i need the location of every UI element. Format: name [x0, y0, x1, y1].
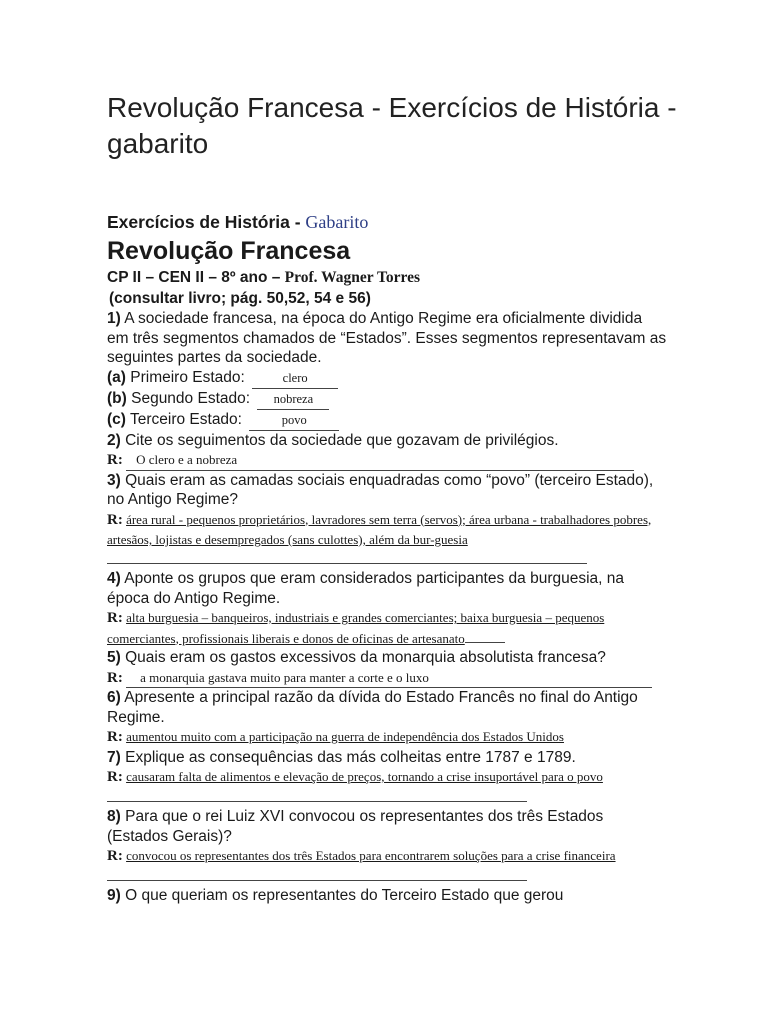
question-3: [107, 471, 667, 510]
question-9: [107, 886, 667, 906]
option-letter: (b): [107, 389, 127, 407]
header-professor: Prof. Wagner Torres: [284, 269, 421, 286]
answer-text: a monarquia gastava muito para manter a corte e o luxo: [126, 668, 652, 689]
question-7: [107, 748, 667, 768]
answer-text: convocou os representantes dos três Estados para encontrarem soluções para a crise financeira: [126, 848, 616, 863]
question-4: [107, 569, 667, 608]
answer-7: [107, 767, 667, 807]
answer-4: [107, 608, 667, 648]
header-line-1: [107, 209, 667, 235]
answer-text: O clero e a nobreza: [126, 450, 634, 471]
header-reference: (consultar livro; pág. 50,52, 54 e 56): [109, 290, 371, 307]
question-text: A sociedade francesa, na época do Antigo Regime era oficialmente dividida em três segmentos chamados de “Estados”. Esses segmentos representavam as seguintes partes da sociedade.: [107, 310, 667, 366]
answer-text: causaram falta de alimentos e elevação de preços, tornando a crise insuportável para o povo: [126, 769, 603, 784]
document-body: [107, 209, 667, 906]
question-number: 5): [107, 649, 121, 666]
option-answer: nobreza: [257, 390, 329, 410]
option-answer: povo: [249, 411, 339, 431]
answer-label: R:: [107, 769, 123, 785]
answer-label: R:: [107, 669, 123, 686]
header-gabarito: Gabarito: [305, 212, 369, 232]
answer-label: R:: [107, 848, 123, 864]
header-class-info: [107, 267, 667, 289]
answer-label: R:: [107, 610, 123, 626]
question-number: 7): [107, 748, 121, 766]
question-number: 4): [107, 570, 121, 587]
answer-2: [107, 450, 667, 471]
answer-6: [107, 727, 667, 748]
question-number: 6): [107, 689, 121, 706]
answer-label: R:: [107, 511, 123, 528]
answer-8: [107, 846, 667, 886]
header-class: CP II – CEN II – 8º ano –: [107, 269, 285, 286]
question-number: 2): [107, 431, 121, 449]
option-label: Terceiro Estado:: [129, 410, 242, 428]
option-c: [107, 410, 667, 431]
option-a: [107, 368, 667, 389]
question-text: Quais eram as camadas sociais enquadradas como “povo” (terceiro Estado), no Antigo Regime?: [107, 471, 654, 508]
option-label: Primeiro Estado:: [130, 368, 245, 386]
question-8: [107, 807, 667, 846]
question-text: Apresente a principal razão da dívida do Estado Francês no final do Antigo Regime.: [107, 689, 638, 726]
option-letter: (a): [107, 368, 126, 386]
option-b: [107, 389, 667, 410]
option-letter: (c): [107, 410, 126, 428]
question-2: [107, 431, 667, 451]
answer-text: alta burguesia – banqueiros, industriais e grandes comerciantes; baixa burguesia – pequenos comerciantes, profissionais liberais e donos de oficinas de artesanato: [107, 610, 605, 646]
answer-text: aumentou muito com a participação na guerra de independência dos Estados Unidos: [126, 729, 564, 744]
question-text: Quais eram os gastos excessivos da monarquia absolutista francesa?: [125, 649, 606, 666]
header-subject: Exercícios de História -: [107, 212, 306, 232]
question-1: [107, 309, 667, 368]
question-6: [107, 688, 667, 727]
answer-label: R:: [107, 452, 123, 468]
question-text: Cite os seguimentos da sociedade que gozavam de privilégios.: [125, 431, 559, 449]
answer-text: área rural - pequenos proprietários, lavradores sem terra (servos); área urbana - trabalhadores pobres, artesãos, lojistas e desempregados (sans culottes), além da bur-guesia: [107, 511, 652, 547]
question-text: Para que o rei Luiz XVI convocou os representantes dos três Estados (Estados Gerais)?: [107, 808, 604, 845]
document-title: Revolução Francesa - Exercícios de História - gabarito: [107, 92, 677, 159]
header-topic: Revolução Francesa: [107, 237, 351, 265]
answer-5: [107, 668, 667, 689]
option-answer: clero: [252, 369, 338, 389]
answer-3: [107, 510, 667, 570]
option-label: Segundo Estado:: [131, 389, 251, 407]
question-5: [107, 648, 667, 668]
question-text: Aponte os grupos que eram considerados participantes da burguesia, na época do Antigo Regime.: [107, 570, 625, 607]
answer-label: R:: [107, 729, 123, 745]
question-number: 8): [107, 808, 121, 825]
question-number: 3): [107, 471, 121, 489]
question-text: Explique as consequências das más colheitas entre 1787 e 1789.: [125, 748, 576, 766]
question-text: O que queriam os representantes do Terceiro Estado que gerou: [125, 887, 564, 904]
question-number: 9): [107, 887, 121, 904]
question-number: 1): [107, 310, 121, 327]
